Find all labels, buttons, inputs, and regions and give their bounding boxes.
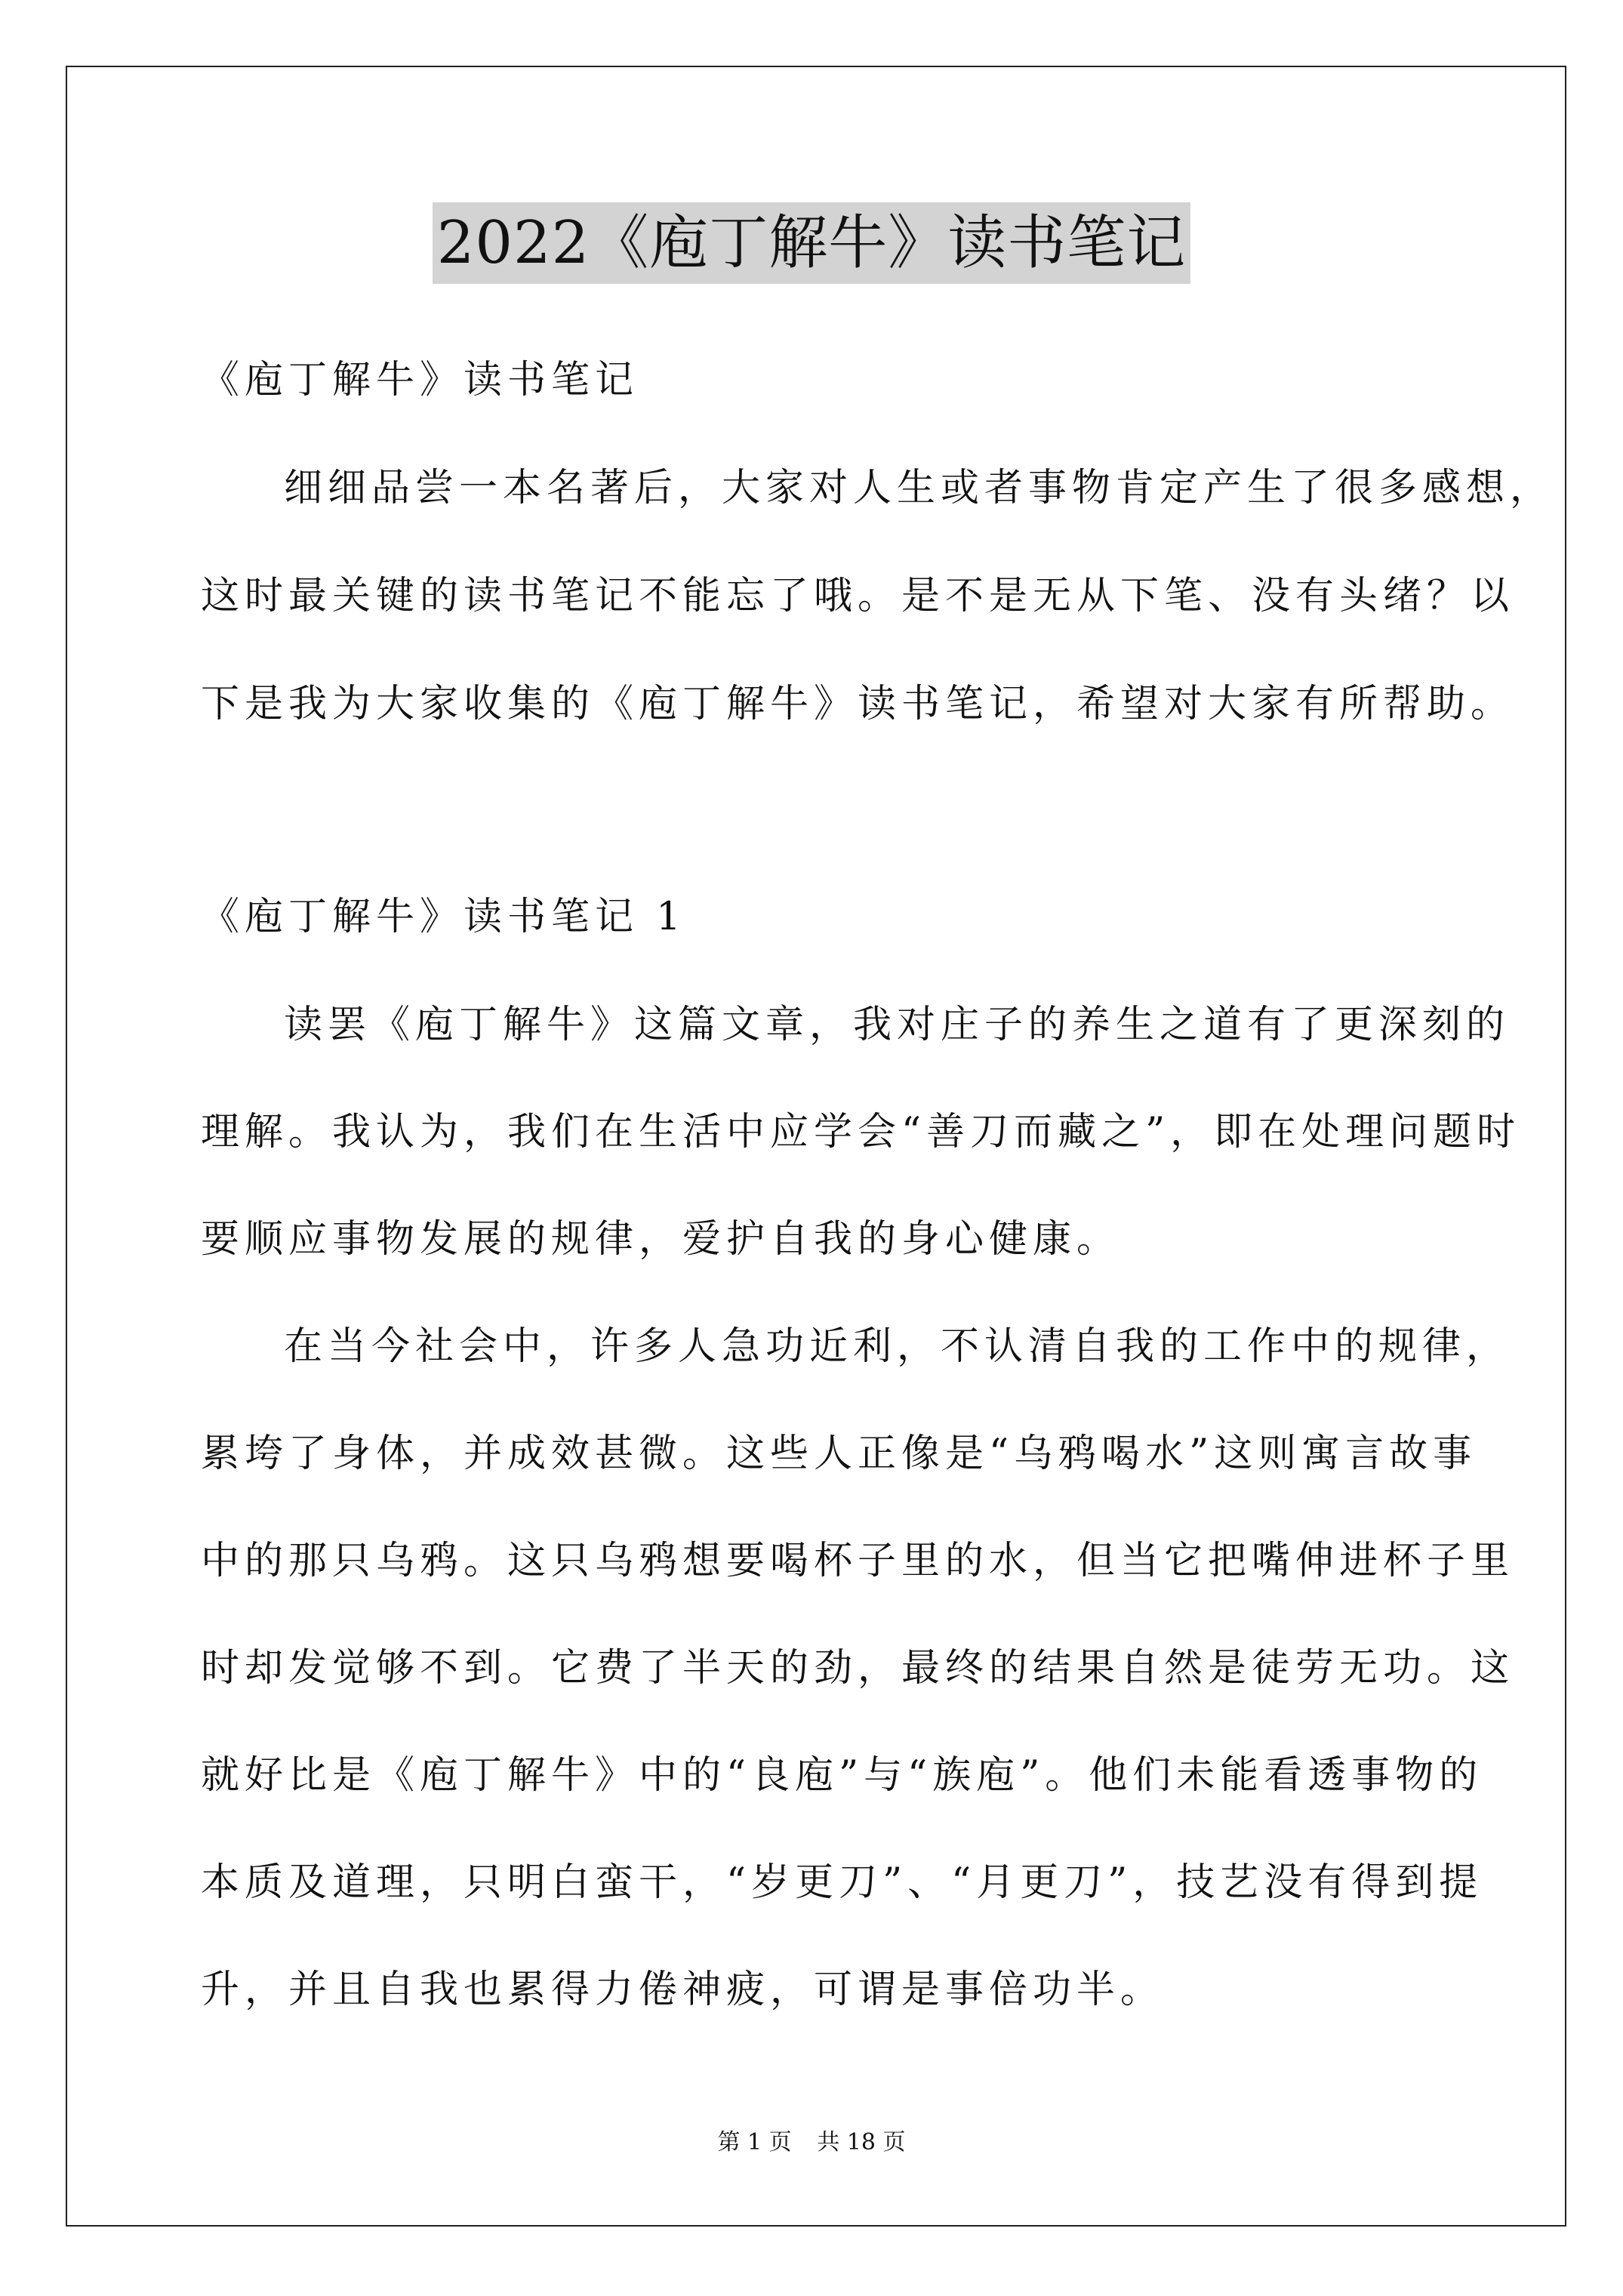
paragraph-line: 理解。我认为，我们在生活中应学会“善刀而藏之”，即在处理问题时 bbox=[201, 1110, 1521, 1154]
paragraph-line: 就好比是《庖丁解牛》中的“良庖”与“族庖”。他们未能看透事物的 bbox=[201, 1753, 1483, 1798]
intro-line: 下是我为大家收集的《庖丁解牛》读书笔记，希望对大家有所帮助。 bbox=[201, 682, 1515, 726]
paragraph-line: 时却发觉够不到。它费了半天的劲，最终的结果自然是徒劳无功。这 bbox=[201, 1646, 1515, 1690]
paragraph-line: 中的那只乌鸦。这只乌鸦想要喝杯子里的水，但当它把嘴伸进杯子里 bbox=[201, 1539, 1515, 1583]
document-title: 2022《庖丁解牛》读书笔记 bbox=[433, 202, 1191, 284]
paragraph-line: 累垮了身体，并成效甚微。这些人正像是“乌鸦喝水”这则寓言故事 bbox=[201, 1432, 1477, 1476]
title-container bbox=[0, 202, 1623, 284]
page-footer bbox=[0, 2128, 1623, 2158]
intro-line: 这时最关键的读书笔记不能忘了哦。是不是无从下笔、没有头绪？以 bbox=[201, 574, 1515, 618]
page-number: 第 1 页 bbox=[717, 2129, 792, 2156]
section-heading: 《庖丁解牛》读书笔记 1 bbox=[201, 895, 686, 939]
paragraph-line: 在当今社会中，许多人急功近利，不认清自我的工作中的规律， bbox=[284, 1324, 1511, 1369]
paragraph-line: 本质及道理，只明白蛮干，“岁更刀”、“月更刀”，技艺没有得到提 bbox=[201, 1860, 1483, 1905]
paragraph-line: 升，并且自我也累得力倦神疲，可谓是事倍功半。 bbox=[201, 1968, 1165, 2012]
intro-line: 细细品尝一本名著后，大家对人生或者事物肯定产生了很多感想， bbox=[284, 466, 1554, 510]
paragraph-line: 读罢《庖丁解牛》这篇文章，我对庄子的养生之道有了更深刻的 bbox=[284, 1003, 1511, 1047]
paragraph-line: 要顺应事物发展的规律，爱护自我的身心健康。 bbox=[201, 1217, 1121, 1262]
section-heading: 《庖丁解牛》读书笔记 bbox=[201, 358, 639, 402]
page-total: 共 18 页 bbox=[817, 2129, 906, 2156]
